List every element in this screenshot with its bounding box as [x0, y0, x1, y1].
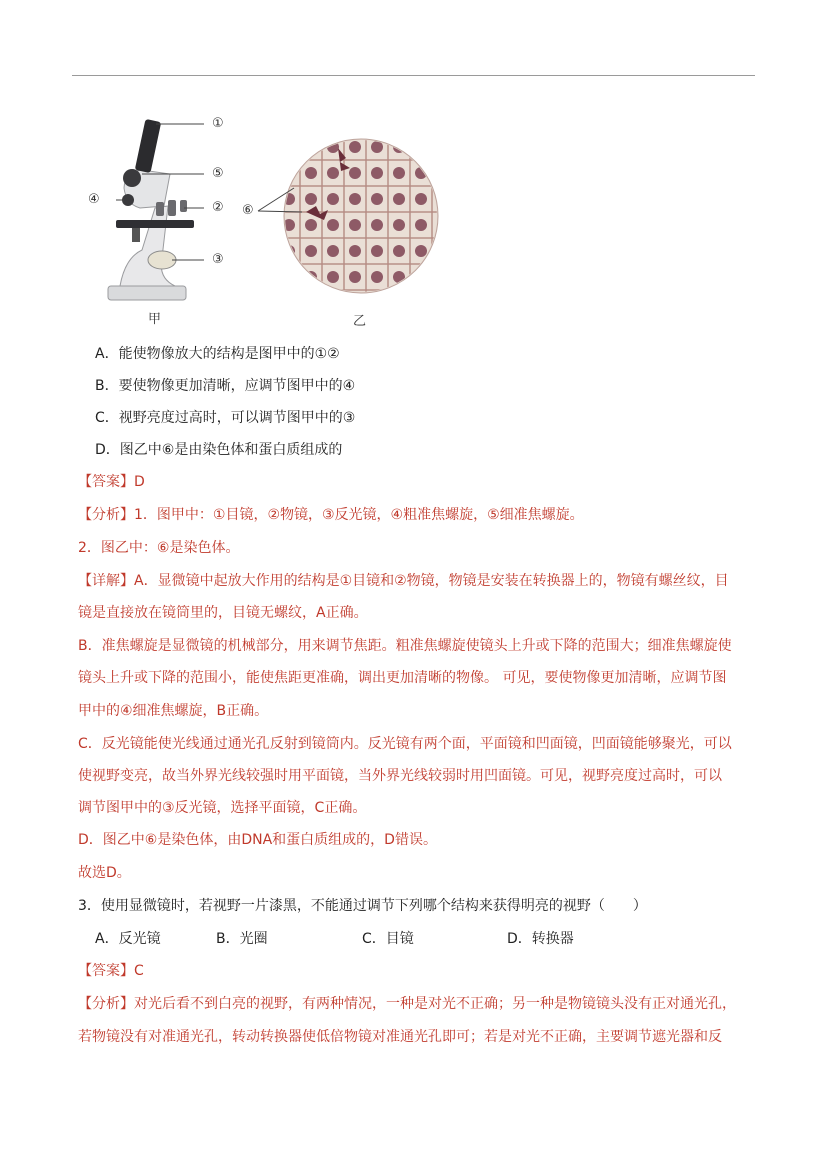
- header-rule: [72, 75, 755, 76]
- q2-analysis-tag: 【分析】: [78, 507, 134, 523]
- q3-option-a: A．反光镜: [95, 931, 161, 947]
- callout-5: ⑤: [212, 166, 224, 181]
- figure-microscope-and-cells: [80, 108, 450, 328]
- q2-option-d: D．图乙中⑥是由染色体和蛋白质组成的: [95, 442, 343, 458]
- q3-stem: 3．使用显微镜时，若视野一片漆黑，不能通过调节下列哪个结构来获得明亮的视野（ ）: [78, 898, 647, 914]
- q3-answer-tag: 【答案】: [78, 963, 134, 979]
- caption-jia: 甲: [148, 312, 162, 327]
- q2-analysis-1: [78, 505, 584, 525]
- q2-answer: [78, 472, 145, 492]
- callout-2: ②: [212, 200, 224, 215]
- q3-analysis-text-1: 对光后看不到白亮的视野，有两种情况，一种是对光不正确；另一种是物镜镜头没有正对通光孔，: [134, 996, 736, 1012]
- callout-1: ①: [212, 116, 224, 131]
- q2-detail-tag: 【详解】: [78, 573, 134, 589]
- q2-option-b: B．要使物像更加清晰，应调节图甲中的④: [95, 378, 356, 394]
- q2-detail-a1-text: A．显微镜中起放大作用的结构是①目镜和②物镜，物镜是安装在转换器上的，物镜有螺丝纹，目: [134, 573, 729, 589]
- q2-analysis-text-1: 1．图甲中：①目镜，②物镜，③反光镜，④粗准焦螺旋，⑤细准焦螺旋。: [134, 507, 584, 523]
- q2-detail-d1: D．图乙中⑥是染色体，由DNA和蛋白质组成的，D错误。: [78, 832, 437, 848]
- q3-answer: [78, 961, 144, 981]
- q2-detail-b3: 甲中的④细准焦螺旋，B正确。: [78, 703, 269, 719]
- q3-answer-value: C: [134, 963, 144, 979]
- q2-answer-tag: 【答案】: [78, 474, 134, 490]
- q2-detail-c3: 调节图甲中的③反光镜，选择平面镜，C正确。: [78, 800, 367, 816]
- q2-detail-a2: 镜是直接放在镜筒里的，目镜无螺纹，A正确。: [78, 605, 368, 621]
- q2-option-a: A．能使物像放大的结构是图甲中的①②: [95, 346, 340, 362]
- q2-detail-b1: B．准焦螺旋是显微镜的机械部分，用来调节焦距。粗准焦螺旋使镜头上升或下降的范围大；细准焦螺旋使: [78, 638, 732, 654]
- q2-option-c: C．视野亮度过高时，可以调节图甲中的③: [95, 410, 356, 426]
- callout-3: ③: [212, 252, 224, 267]
- q3-analysis-1: [78, 994, 736, 1014]
- q3-option-c: C．目镜: [362, 931, 414, 947]
- q3-option-d: D．转换器: [507, 931, 574, 947]
- callout-4: ④: [88, 192, 100, 207]
- caption-yi: 乙: [353, 314, 367, 329]
- q2-detail-a1: [78, 571, 729, 591]
- q3-analysis-2: 若物镜没有对准通光孔，转动转换器使低倍物镜对准通光孔即可；若是对光不正确，主要调节遮光器和反: [78, 1029, 722, 1045]
- q2-detail-c1: C．反光镜能使光线通过通光孔反射到镜筒内。反光镜有两个面，平面镜和凹面镜，凹面镜能够聚光，可以: [78, 736, 732, 752]
- q3-option-b: B．光圈: [216, 931, 268, 947]
- q2-conclusion: 故选D。: [78, 865, 131, 881]
- cell-micrograph: [280, 136, 445, 301]
- callout-6: ⑥: [242, 203, 254, 218]
- q2-detail-c2: 使视野变亮，故当外界光线较强时用平面镜，当外界光线较弱时用凹面镜。可见，视野亮度过高时，可以: [78, 768, 722, 784]
- q2-answer-value: D: [134, 474, 145, 490]
- q2-detail-b2: 镜头上升或下降的范围小，能使焦距更准确，调出更加清晰的物像。 可见，要使物像更加清晰，应调节图: [78, 670, 727, 686]
- figure-svg: [80, 108, 450, 328]
- q3-analysis-tag: 【分析】: [78, 996, 134, 1012]
- q2-analysis-2: 2．图乙中：⑥是染色体。: [78, 540, 240, 556]
- microscope-illustration: [108, 119, 194, 300]
